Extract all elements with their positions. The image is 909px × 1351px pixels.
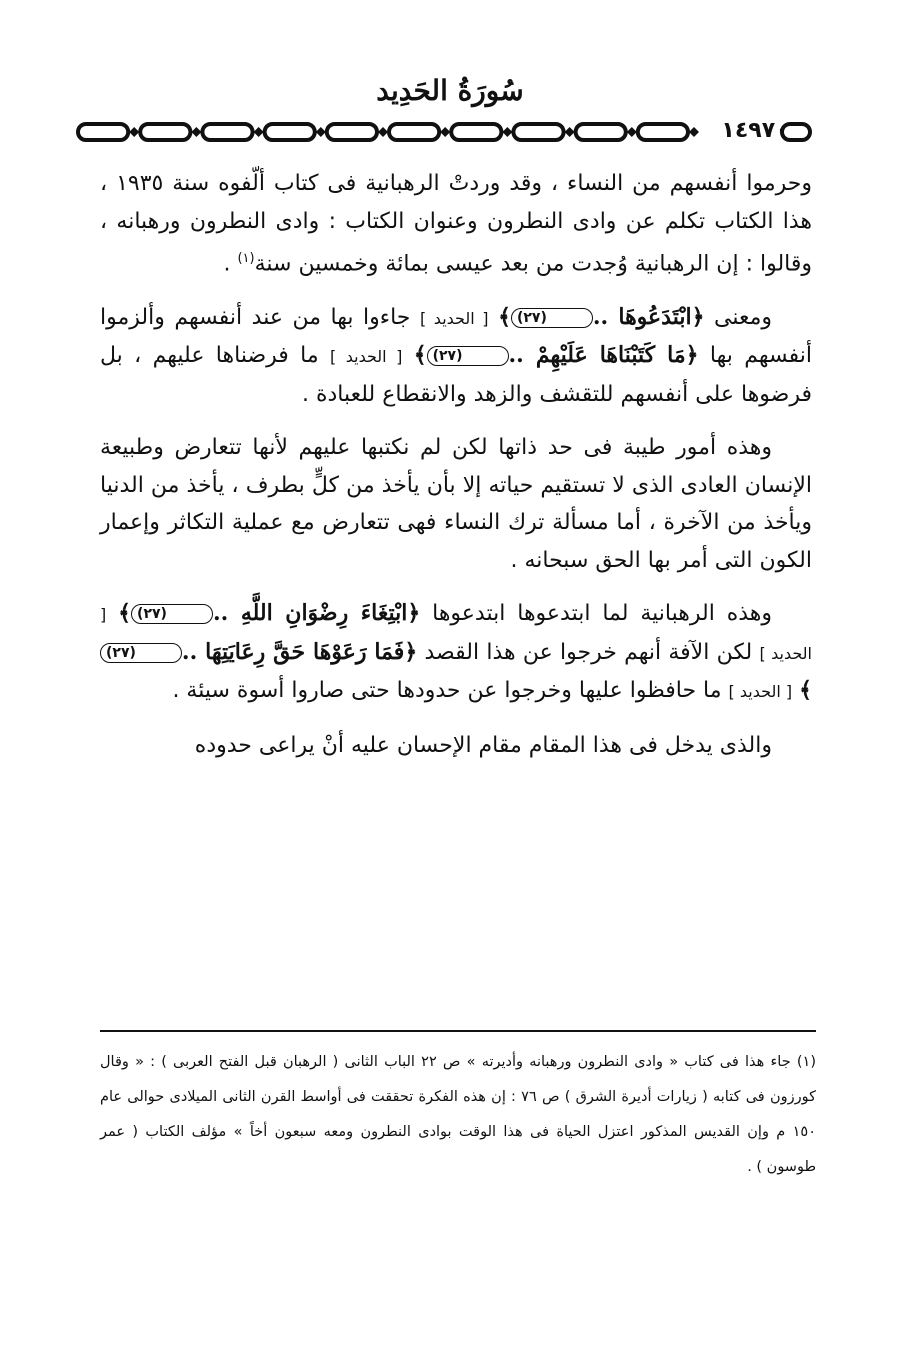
- paragraph-4: [100, 595, 812, 711]
- verse-bracket: ﴾: [413, 342, 427, 369]
- ornament-capsule: [327, 124, 377, 140]
- ornament-capsule: [265, 124, 315, 140]
- ayah-number: (٢٧): [427, 346, 509, 366]
- paragraph-1: [100, 165, 812, 283]
- quran-verse: [118, 600, 420, 626]
- main-text: [100, 165, 812, 780]
- paragraph-text: لكن الآفة أنهم خرجوا عن هذا القصد: [424, 639, 753, 665]
- ayah-number: (٢٧): [131, 604, 213, 624]
- ornament-capsule: [389, 124, 439, 140]
- ornament-capsule: [513, 124, 563, 140]
- ornament-capsule: [78, 124, 128, 140]
- ornament-capsule: [576, 124, 626, 140]
- surah-reference: [ الحديد ]: [419, 308, 489, 328]
- ornament-diamond: [316, 127, 326, 137]
- footnote-marker: (١): [237, 251, 255, 266]
- ayah-number: (٢٧): [100, 643, 182, 663]
- surah-title: سُورَةُ الحَدِيد: [376, 74, 524, 107]
- paragraph-3: وهذه أمور طيبة فى حد ذاتها لكن لم نكتبها عليهم لأنها تتعارض وطبيعة الإنسان العادى الذى لا تستقيم حياته إلا بأن يأخذ من كلٍّ بطرف ، يأخذ من الدنيا ويأخذ من الآخرة ، أما مسألة ترك النساء فهى تتعارض مع عملية التكاثر وإعمار الكون التى أمر بها الحق سبحانه .: [100, 435, 812, 573]
- footnote-divider: [100, 1030, 816, 1032]
- paragraph-text: ومعنى: [714, 304, 773, 330]
- verse-bracket: ﴾: [118, 600, 132, 627]
- surah-reference: [ الحديد ]: [100, 605, 813, 663]
- verse-text: ﴿ابْتِغَاءَ رِضْوَانِ اللَّهِ ..: [212, 600, 421, 627]
- ayah-number: (٢٧): [511, 308, 593, 328]
- paragraph-5: والذى يدخل فى هذا المقام مقام الإحسان عليه أنْ يراعى حدوده: [194, 732, 772, 758]
- quran-verse: [498, 304, 704, 330]
- verse-text: ﴿ابْتَدَعُوهَا ..: [592, 303, 705, 330]
- paragraph-text: وهذه الرهبانية لما ابتدعوها ابتدعوها: [432, 601, 773, 627]
- verse-bracket: ﴾: [799, 677, 812, 704]
- ornamental-border: [74, 117, 814, 147]
- ornament-capsule: [638, 124, 688, 140]
- ornament-diamond: [565, 127, 575, 137]
- ornament-diamond: [378, 127, 388, 137]
- paragraph-text: وحرموا أنفسهم من النساء ، وقد وردتْ الرهبانية فى كتاب ألّفوه سنة ١٩٣٥ ، هذا الكتاب تكلم عن وادى النطرون وعنوان الكتاب : وادى النطرون ورهبانه ، وقالوا : إن الرهبانية وُجدت من بعد عيسى بمائة وخمسين سنة: [100, 171, 812, 277]
- verse-text: ﴿مَا كَتَبْنَاهَا عَلَيْهِمْ ..: [508, 342, 699, 369]
- verse-bracket: ﴾: [498, 303, 511, 330]
- quran-verse: [414, 342, 699, 368]
- ornament-diamond: [689, 127, 699, 137]
- ornament-capsule: [140, 124, 190, 140]
- paragraph-text: ما فرضناها عليهم ، بل فرضوها على أنفسهم للتقشف والزهد والانقطاع للعبادة .: [100, 343, 812, 407]
- ornament-capsule: [202, 124, 252, 140]
- ornament-diamond: [627, 127, 637, 137]
- footnote-1: (١) جاء هذا فى كتاب « وادى النطرون ورهبانه وأديرته » ص ٢٢ الباب الثانى ( الرهبان قبل الفتح العربى ) : « وقال كورزون فى كتابه ( زيارات أديرة الشرق ) ص ٧٦ : إن هذه الفكرة تحققت فى أواسط القرن الثانى الميلادى حوالى عام ١٥٠ م وإن القديس المذكور اعتزل الحياة فى هذا الوقت بوادى النطرون ومعه سبعون أخاً » مؤلف الكتاب ( عمر طوسون ) .: [100, 1054, 816, 1175]
- period: .: [223, 251, 231, 277]
- ornament-diamond: [129, 127, 139, 137]
- ornament-capsule: [451, 124, 501, 140]
- paragraph-text: ما حافظوا عليها وخرجوا عن حدودها حتى صاروا أسوة سيئة .: [172, 678, 722, 704]
- ornament-diamond: [502, 127, 512, 137]
- page-number: ١٤٩٧٠: [721, 118, 789, 143]
- ornament-diamond: [254, 127, 264, 137]
- surah-reference: [ الحديد ]: [330, 347, 403, 367]
- surah-reference: [ الحديد ]: [728, 682, 793, 702]
- ornament-diamond: [191, 127, 201, 137]
- paragraph-text: جاءوا بها من عند أنفسهم وألزموا أنفسهم بها: [100, 304, 813, 369]
- paragraph-2: [100, 299, 812, 414]
- ornament-diamond: [440, 127, 450, 137]
- verse-text: ﴿فَمَا رَعَوْهَا حَقَّ رِعَايَتِهَا ..: [181, 638, 418, 665]
- footnotes: [100, 1045, 816, 1185]
